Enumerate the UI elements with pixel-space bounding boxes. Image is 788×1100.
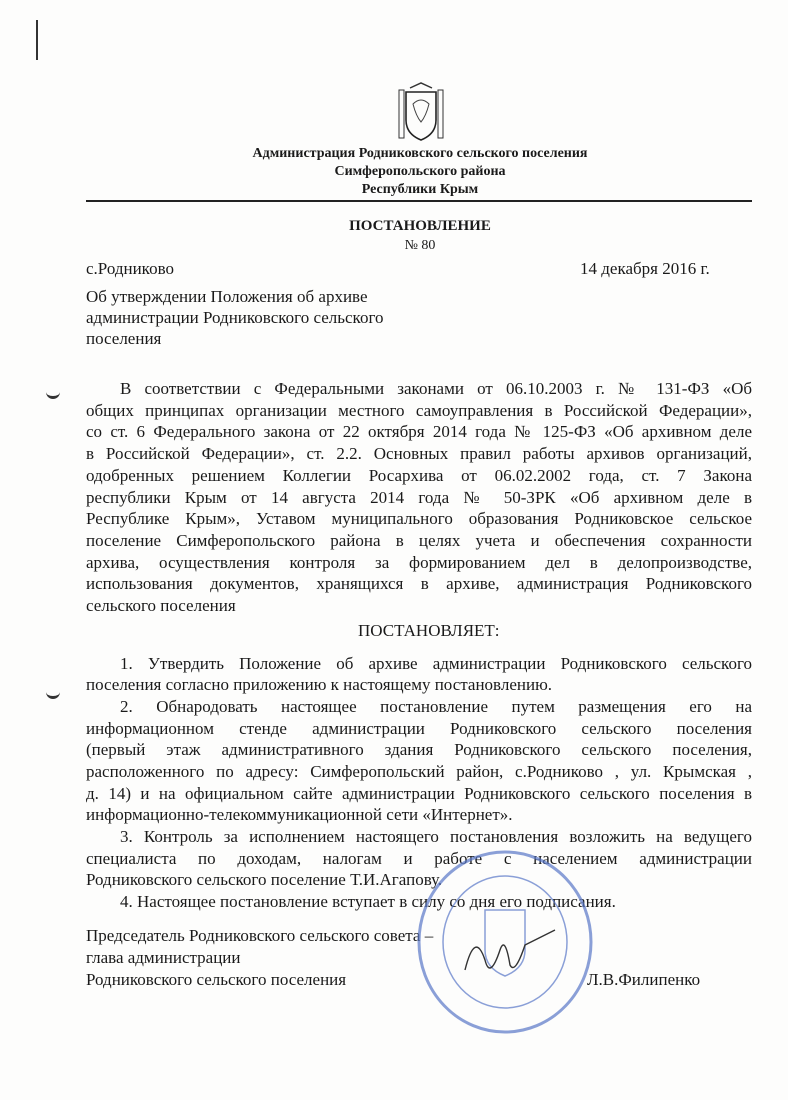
preamble-line: использования документов, хранящихся в архиве, администрация Родниковского bbox=[86, 574, 752, 593]
resolution-item-line: информационном стенде администрации Родниковского сельского поселения bbox=[86, 719, 752, 738]
punch-hole-mark bbox=[46, 690, 60, 699]
preamble-line: Республике Крым», Уставом муниципального образования Родниковское сельское bbox=[86, 509, 752, 528]
resolution-item-line: расположенного по адресу: Симферопольский район, с.Родниково , ул. Крымская , bbox=[86, 762, 752, 781]
org-district: Симферопольского района bbox=[334, 164, 506, 179]
signatory-title: Председатель Родниковского сельского совета – bbox=[86, 926, 434, 945]
document-date: 14 декабря 2016 г. bbox=[580, 259, 710, 278]
document-subject-line: Об утверждении Положения об архиве bbox=[86, 287, 368, 306]
resolution-item-line: информационно-телекоммуникационной сети «Интернет». bbox=[86, 805, 513, 824]
punch-hole-mark bbox=[46, 390, 60, 399]
preamble-line: поселение Симферопольского района в целях учета и обеспечения сохранности bbox=[86, 531, 752, 550]
preamble-line: в Российской Федерации», ст. 2.2. Основных правил работы архивов организаций, bbox=[86, 444, 752, 463]
document-type: ПОСТАНОВЛЕНИЕ bbox=[349, 218, 491, 234]
signature-mark bbox=[455, 920, 565, 990]
signatory-title: глава администрации bbox=[86, 948, 241, 967]
org-name: Администрация Родниковского сельского поселения bbox=[252, 146, 588, 161]
resolution-item-line: 4. Настоящее постановление вступает в силу со дня его подписания. bbox=[120, 892, 616, 911]
document-subject-line: администрации Родниковского сельского bbox=[86, 308, 384, 327]
preamble-line: республики Крым от 14 августа 2014 года № 50-ЗРК «Об архивном деле в bbox=[86, 488, 752, 507]
preamble-line: общих принципах организации местного самоуправления в Российской Федерации», bbox=[86, 401, 752, 420]
document-subject-line: поселения bbox=[86, 329, 162, 348]
resolution-item-line: 1. Утвердить Положение об архиве администрации Родниковского сельского bbox=[120, 654, 752, 673]
coat-of-arms-icon bbox=[396, 82, 446, 142]
document-place: с.Родниково bbox=[86, 259, 174, 278]
preamble-line: одобренных решением Коллегии Росархива от 06.02.2002 года, ст. 7 Закона bbox=[86, 466, 752, 485]
document-number: № 80 bbox=[404, 238, 436, 253]
resolution-item-line: (первый этаж административного здания Родниковского сельского поселения, bbox=[86, 740, 752, 759]
resolution-item-line: 2. Обнародовать настоящее постановление путем размещения его на bbox=[120, 697, 752, 716]
resolution-item-line: 3. Контроль за исполнением настоящего постановления возложить на ведущего bbox=[120, 827, 752, 846]
resolution-item-line: поселения согласно приложению к настоящему постановлению. bbox=[86, 675, 553, 694]
resolves-heading: ПОСТАНОВЛЯЕТ: bbox=[358, 621, 500, 640]
preamble-line: сельского поселения bbox=[86, 596, 236, 615]
resolution-item-line: Родниковского сельского поселение Т.И.Агапову. bbox=[86, 870, 443, 889]
resolution-item-line: специалиста по доходам, налогам и работе с населением администрации bbox=[86, 849, 752, 868]
signatory-title: Родниковского сельского поселения bbox=[86, 970, 347, 989]
scan-mark bbox=[36, 20, 38, 60]
preamble-line: В соответствии с Федеральными законами от 06.10.2003 г. № 131-ФЗ «Об bbox=[120, 379, 752, 398]
signatory-name: Л.В.Филипенко bbox=[587, 970, 701, 989]
resolution-item-line: д. 14) и на официальном сайте администрации Родниковского сельского поселения в bbox=[86, 784, 752, 803]
preamble-line: архива, осуществления контроля за формированием дел в делопроизводстве, bbox=[86, 553, 752, 572]
header-divider bbox=[86, 200, 752, 202]
org-republic: Республики Крым bbox=[361, 182, 479, 197]
preamble-line: со ст. 6 Федерального закона от 22 октября 2014 года № 125-ФЗ «Об архивном деле bbox=[86, 422, 752, 441]
